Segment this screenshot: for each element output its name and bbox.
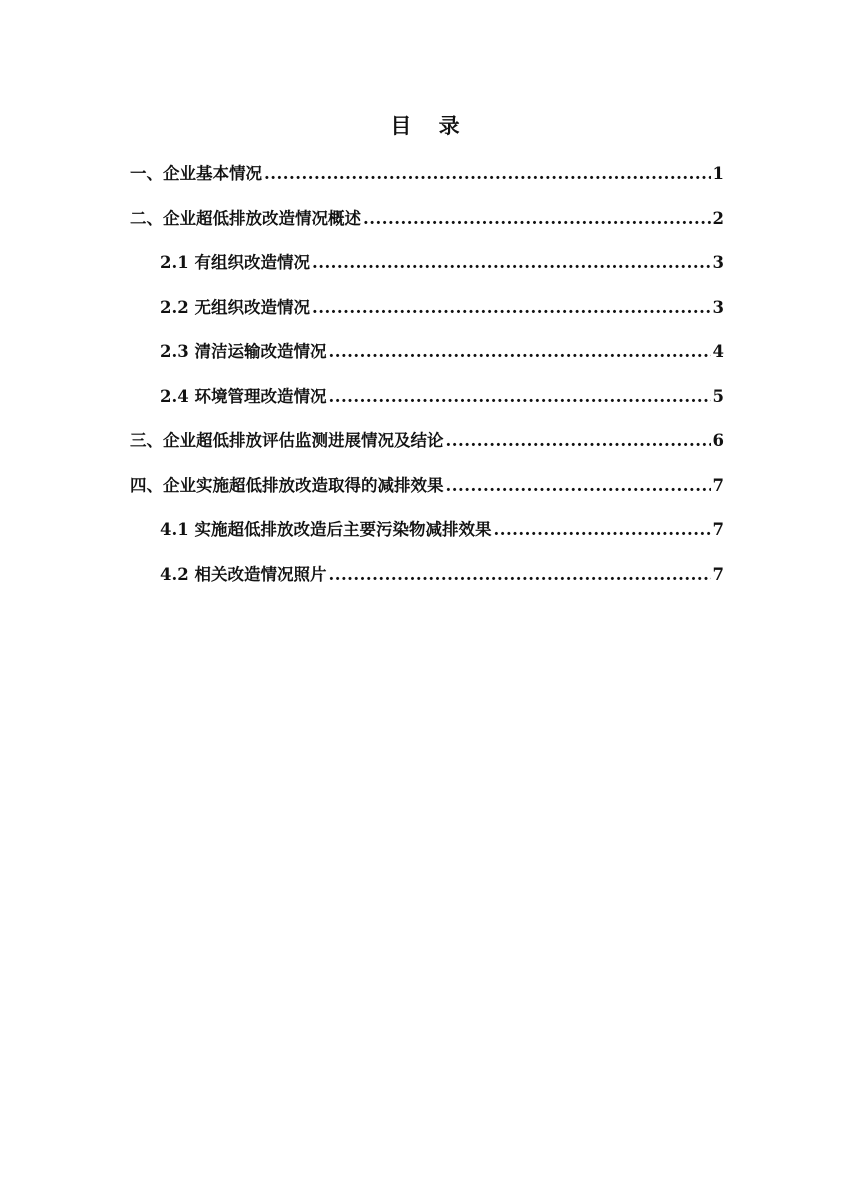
toc-entry-2-3[interactable]: [130, 330, 724, 375]
toc-entry-2-2[interactable]: [130, 286, 724, 331]
toc-entry-label: 2.3 清洁运输改造情况: [160, 342, 327, 361]
toc-entry-4-2[interactable]: [130, 553, 724, 598]
toc-entry-page: 6: [712, 431, 724, 450]
toc-list: [130, 152, 724, 597]
toc-entry-page: 3: [712, 253, 724, 272]
toc-entry-label: 四、企业实施超低排放改造取得的减排效果: [130, 475, 444, 495]
toc-entry-page: 4: [712, 342, 724, 361]
toc-entry-page: 7: [712, 520, 724, 539]
toc-entry-2[interactable]: [130, 197, 724, 242]
toc-entry-page: 5: [712, 386, 724, 406]
toc-dot-leader: [328, 330, 710, 375]
toc-entry-page: 2: [712, 208, 724, 228]
toc-entry-label: 2.4 环境管理改造情况: [160, 386, 327, 406]
toc-dot-leader: [493, 508, 710, 553]
toc-dot-leader: [446, 419, 711, 464]
toc-entry-3[interactable]: [130, 419, 724, 464]
toc-entry-4-1[interactable]: [130, 508, 724, 553]
toc-entry-label: 一、企业基本情况: [130, 164, 262, 183]
toc-dot-leader: [446, 464, 711, 509]
toc-entry-1[interactable]: [130, 152, 724, 197]
toc-entry-label: 2.2 无组织改造情况: [160, 297, 310, 317]
toc-dot-leader: [312, 241, 711, 286]
toc-entry-label: 二、企业超低排放改造情况概述: [130, 208, 361, 228]
toc-dot-leader: [264, 152, 711, 197]
toc-entry-label: 4.2 相关改造情况照片: [160, 564, 327, 584]
toc-title: 目 录: [390, 113, 470, 138]
toc-entry-2-4[interactable]: [130, 375, 724, 420]
toc-entry-2-1[interactable]: [130, 241, 724, 286]
toc-entry-label: 4.1 实施超低排放改造后主要污染物减排效果: [160, 520, 492, 539]
toc-dot-leader: [328, 375, 710, 420]
toc-dot-leader: [363, 197, 711, 242]
toc-entry-label: 三、企业超低排放评估监测进展情况及结论: [130, 431, 444, 450]
toc-dot-leader: [312, 286, 711, 331]
toc-entry-4[interactable]: [130, 464, 724, 509]
toc-entry-page: 1: [712, 164, 724, 183]
toc-entry-page: 7: [712, 475, 724, 495]
toc-entry-page: 7: [712, 564, 724, 584]
toc-entry-page: 3: [712, 297, 724, 317]
toc-dot-leader: [328, 553, 710, 598]
toc-entry-label: 2.1 有组织改造情况: [160, 253, 310, 272]
